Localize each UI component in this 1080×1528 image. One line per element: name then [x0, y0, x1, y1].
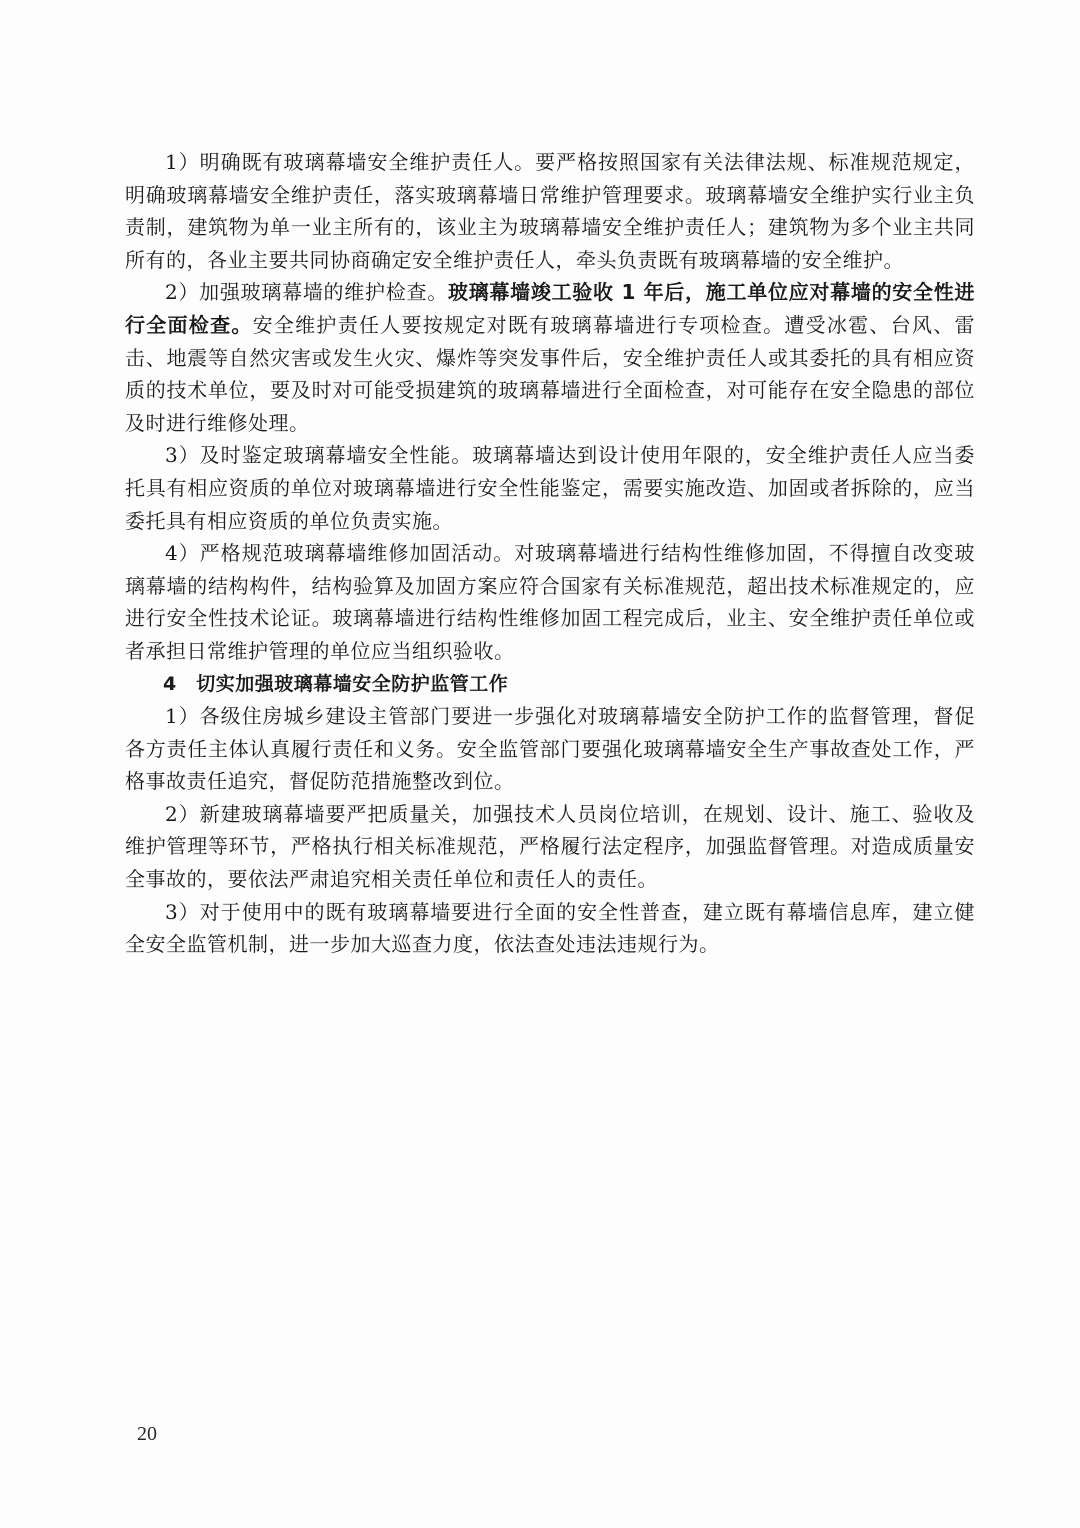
paragraph-2-lead: 2）加强玻璃幕墙的维护检查。	[165, 280, 448, 305]
body-text	[125, 146, 975, 961]
paragraph-1: 1）明确既有玻璃幕墙安全维护责任人。要严格按照国家有关法律法规、标准规范规定，明确玻璃幕墙安全维护责任，落实玻璃幕墙日常维护管理要求。玻璃幕墙安全维护实行业主负责制，建筑物为单一业主所有的，该业主为玻璃幕墙安全维护责任人；建筑物为多个业主共同所有的，各业主要共同协商确定安全维护责任人，牵头负责既有玻璃幕墙的安全维护。	[125, 150, 975, 272]
paragraph-7: 3）对于使用中的既有玻璃幕墙要进行全面的安全性普查，建立既有幕墙信息库，建立健全安全监管机制，进一步加大巡查力度，依法查处违法违规行为。	[125, 899, 975, 957]
paragraph-5: 1）各级住房城乡建设主管部门要进一步强化对玻璃幕墙安全防护工作的监督管理，督促各方责任主体认真履行责任和义务。安全监管部门要强化玻璃幕墙安全生产事故查处工作，严格事故责任追究，督促防范措施整改到位。	[125, 704, 975, 794]
paragraph-2-rest: 安全维护责任人要按规定对既有玻璃幕墙进行专项检查。遭受冰雹、台风、雷击、地震等自然灾害或发生火灾、爆炸等突发事件后，安全维护责任人或其委托的具有相应资质的技术单位，要及时对可能受损建筑的玻璃幕墙进行全面检查，对可能存在安全隐患的部位及时进行维修处理。	[125, 312, 976, 435]
paragraph-4: 4）严格规范玻璃幕墙维修加固活动。对玻璃幕墙进行结构性维修加固，不得擅自改变玻璃幕墙的结构构件，结构验算及加固方案应符合国家有关标准规范，超出技术标准规定的，应进行安全性技术论证。玻璃幕墙进行结构性维修加固工程完成后，业主、安全维护责任单位或者承担日常维护管理的单位应当组织验收。	[125, 541, 975, 663]
page-number: 20	[137, 1423, 157, 1445]
paragraph-2-emphasis: 玻璃幕墙竣工验收 1 年后，施工单位应对幕墙的安全性进行全面检查。	[125, 280, 975, 337]
paragraph-3: 3）及时鉴定玻璃幕墙安全性能。玻璃幕墙达到设计使用年限的，安全维护责任人应当委托具有相应资质的单位对玻璃幕墙进行安全性能鉴定，需要实施改造、加固或者拆除的，应当委托具有相应资质的单位负责实施。	[125, 443, 975, 533]
paragraph-2	[125, 276, 975, 439]
section-heading: 4 切实加强玻璃幕墙安全防护监管工作	[163, 672, 509, 695]
paragraph-6: 2）新建玻璃幕墙要严把质量关，加强技术人员岗位培训，在规划、设计、施工、验收及维护管理等环节，严格执行相关标准规范，严格履行法定程序，加强监督管理。对造成质量安全事故的，要依法严肃追究相关责任单位和责任人的责任。	[125, 801, 975, 892]
